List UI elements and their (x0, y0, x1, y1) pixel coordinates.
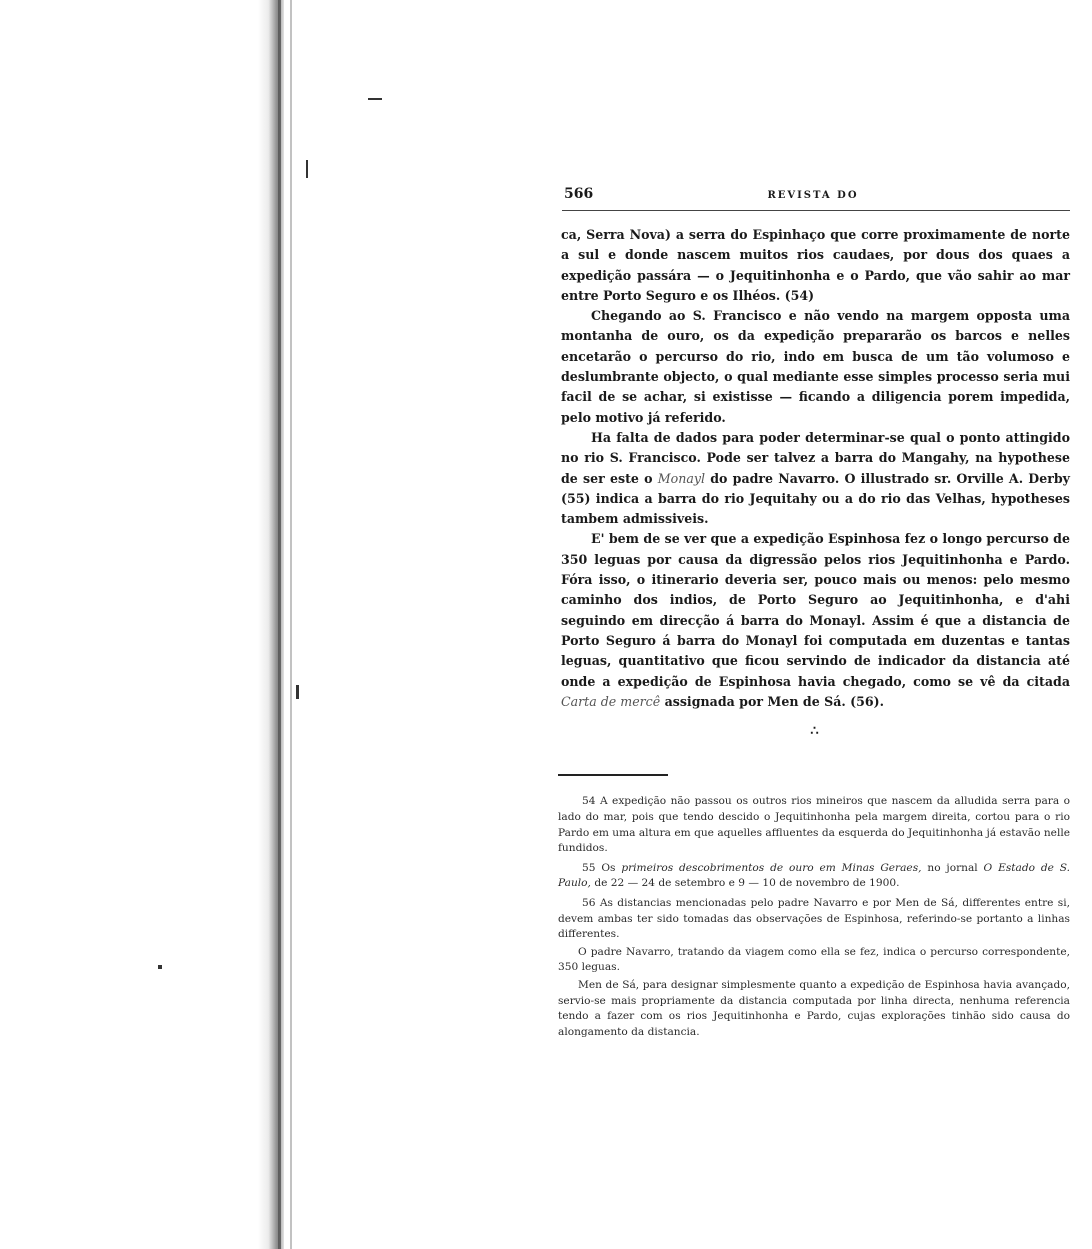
section-ornament: ∴ (810, 724, 821, 740)
scan-speck (306, 160, 308, 178)
paragraph-2: Chegando ao S. Francisco e não vendo na margem opposta uma montanha de ouro, os da expedição prepararão os barcos e nelles encetarão o percurso do rio, indo em busca de um tão volumoso e deslumbrante objecto, o qual mediante esse simples processo seria mui facil de se achar, si existisse — ficando a diligencia porem impedida, pelo motivo já referido. (561, 308, 1070, 425)
header-rule (562, 210, 1070, 211)
scan-speck (368, 98, 382, 100)
book-gutter (0, 0, 320, 1249)
paragraph-3-italic: Monayl (657, 470, 705, 486)
book-page (556, 186, 1070, 1044)
footnote-56-paragraph-2: O padre Navarro, tratando da viagem como ella se fez, indica o percurso correspondente, 350 leguas. (558, 945, 1070, 974)
gutter-page-edge (278, 0, 281, 1249)
scan-speck (158, 965, 162, 969)
gutter-page-edge-inner (290, 0, 292, 1249)
footnote-rule (558, 774, 668, 776)
footnote-55-text-a: 55 Os (582, 861, 616, 874)
footnote-54: 54 A expedição não passou os outros rios mineiros que nascem da alludida serra para o lado do mar, pois que tendo descido o Jequitinhonha pela margem direita, cortou para o rio Pardo em uma altura em que aquelles affluentes da esquerda do Jequitinhonha já estavão nelle fundidos. (558, 795, 1070, 855)
footnote-55 (558, 861, 1070, 892)
paragraph-3 (561, 428, 1070, 529)
page-number: 566 (564, 186, 594, 202)
footnote-56-paragraph-3: Men de Sá, para designar simplesmente quanto a expedição de Espinhosa havia avançado, servio-se mais propriamente da distancia computada por linha directa, nenhuma referencia tendo a fazer com os rios Jequitinhonha e Pardo, cujas explorações tinhão sido causa do alongamento da distancia. (558, 978, 1070, 1038)
paragraph-3-text-a: Ha falta de dados para poder determinar-se qual o ponto attingido no rio S. Francisco. Pode ser talvez a barra do Mangahy, na hypothese de ser este o (561, 429, 1070, 486)
body-text (556, 225, 1070, 742)
footnote-55-text-c: de 22 — 24 de setembro e 9 — 10 de novembro de 1900. (594, 877, 900, 890)
footnote-55-italic-2: O Estado de S. Paulo, (558, 861, 1070, 890)
paragraph-3-text-b: do padre Navarro. O illustrado sr. Orville A. Derby (55) indica a barra do rio Jequitahy ou a do rio das Velhas, hypotheses tambem admissiveis. (561, 470, 1070, 527)
paragraph-4-italic: Carta de mercê (561, 693, 661, 709)
paragraph-1: ca, Serra Nova) a serra do Espinhaço que corre proximamente de norte a sul e donde nascem muitos rios caudaes, por dous dos quaes a expedição passára — o Jequitinhonha e o Pardo, que vão sahir ao mar entre Porto Seguro e os Ilhéos. (54) (561, 227, 1070, 303)
paragraph-4-text-b: assignada por Men de Sá. (56). (664, 693, 884, 709)
page-header (556, 186, 1070, 208)
footnote-55-italic: primeiros descobrimentos de ouro em Minas Geraes, (621, 861, 922, 874)
footnote-55-text-b: no jornal (927, 861, 978, 874)
footnotes (556, 794, 1070, 1040)
paragraph-4 (561, 529, 1070, 712)
footnote-56: 56 As distancias mencionadas pelo padre Navarro e por Men de Sá, differentes entre si, devem ambas ter sido tomadas das observações de Espinhosa, referindo-se portanto a linhas differentes. (558, 896, 1070, 941)
paragraph-4-text-a: E' bem de se ver que a expedição Espinhosa fez o longo percurso de 350 leguas por causa da digressão pelos rios Jequitinhonha e Pardo. Fóra isso, o itinerario deveria ser, pouco mais ou menos: pelo mesmo caminho dos indios, de Porto Seguro ao Jequitinhonha, e d'ahi seguindo em direcção á barra do Monayl. Assim é que a distancia de Porto Seguro á barra do Monayl foi computada em duzentas e tantas leguas, quantitativo que ficou servindo de indicador da distancia até onde a expedição de Espinhosa havia chegado, como se vê da citada (561, 531, 1070, 689)
scan-speck (296, 685, 299, 699)
running-head: REVISTA DO (767, 190, 859, 201)
